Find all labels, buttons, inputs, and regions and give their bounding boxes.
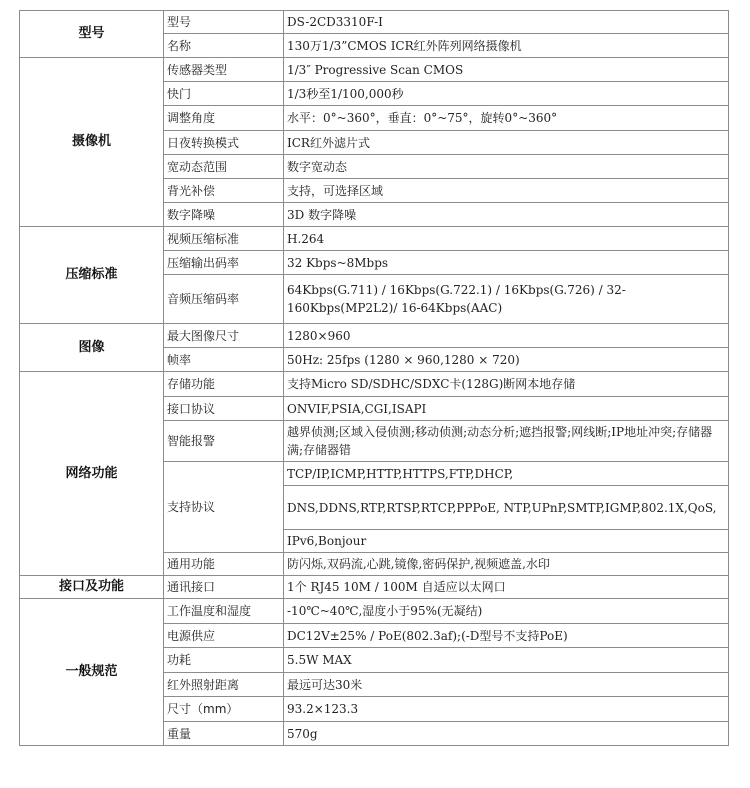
spec-value: 32 Kbps~8Mbps bbox=[284, 251, 729, 275]
spec-key: 数字降噪 bbox=[164, 203, 284, 227]
spec-key: 视频压缩标准 bbox=[164, 227, 284, 251]
spec-value: 570g bbox=[284, 722, 729, 746]
spec-value: -10℃~40℃,湿度小于95%(无凝结) bbox=[284, 599, 729, 624]
spec-key: 最大图像尺寸 bbox=[164, 324, 284, 348]
spec-value: 数字宽动态 bbox=[284, 155, 729, 179]
spec-key: 通用功能 bbox=[164, 553, 284, 576]
spec-table bbox=[19, 10, 729, 746]
spec-value: 93.2×123.3 bbox=[284, 697, 729, 722]
spec-value: ICR红外滤片式 bbox=[284, 131, 729, 155]
spec-value: DS-2CD3310F-I bbox=[284, 11, 729, 34]
spec-key: 重量 bbox=[164, 722, 284, 746]
spec-value: TCP/IP,ICMP,HTTP,HTTPS,FTP,DHCP, bbox=[284, 462, 729, 486]
spec-value: 5.5W MAX bbox=[284, 648, 729, 673]
category-interface: 接口及功能 bbox=[20, 576, 164, 599]
spec-key: 电源供应 bbox=[164, 624, 284, 648]
spec-value: 3D 数字降噪 bbox=[284, 203, 729, 227]
spec-key: 智能报警 bbox=[164, 421, 284, 462]
spec-key: 日夜转换模式 bbox=[164, 131, 284, 155]
spec-key: 接口协议 bbox=[164, 397, 284, 421]
spec-key: 宽动态范围 bbox=[164, 155, 284, 179]
spec-key: 音频压缩码率 bbox=[164, 275, 284, 324]
spec-value: 越界侦测;区域入侵侦测;移动侦测;动态分析;遮挡报警;网线断;IP地址冲突;存储器满;存储器错 bbox=[284, 421, 729, 462]
spec-key: 快门 bbox=[164, 82, 284, 106]
spec-value: 50Hz: 25fps (1280 × 960,1280 × 720) bbox=[284, 348, 729, 372]
spec-key: 存储功能 bbox=[164, 372, 284, 397]
spec-value: 1个 RJ45 10M / 100M 自适应以太网口 bbox=[284, 576, 729, 599]
category-image: 图像 bbox=[20, 324, 164, 372]
spec-value: 最远可达30米 bbox=[284, 673, 729, 697]
spec-value: 64Kbps(G.711) / 16Kbps(G.722.1) / 16Kbps(G.726) / 32-160Kbps(MP2L2)/ 16-64Kbps(AAC) bbox=[284, 275, 729, 324]
spec-key: 红外照射距离 bbox=[164, 673, 284, 697]
spec-key: 通讯接口 bbox=[164, 576, 284, 599]
spec-value: ONVIF,PSIA,CGI,ISAPI bbox=[284, 397, 729, 421]
spec-key: 功耗 bbox=[164, 648, 284, 673]
spec-key: 尺寸（mm） bbox=[164, 697, 284, 722]
category-general: 一般规范 bbox=[20, 599, 164, 746]
category-camera: 摄像机 bbox=[20, 58, 164, 227]
spec-value: 支持，可选择区域 bbox=[284, 179, 729, 203]
category-compression: 压缩标准 bbox=[20, 227, 164, 324]
spec-key: 压缩输出码率 bbox=[164, 251, 284, 275]
spec-value: 支持Micro SD/SDHC/SDXC卡(128G)断网本地存储 bbox=[284, 372, 729, 397]
spec-value: 130万1/3”CMOS ICR红外阵列网络摄像机 bbox=[284, 34, 729, 58]
category-model: 型号 bbox=[20, 11, 164, 58]
spec-value: 1280×960 bbox=[284, 324, 729, 348]
spec-value: H.264 bbox=[284, 227, 729, 251]
spec-value: DNS,DDNS,RTP,RTSP,RTCP,PPPoE, NTP,UPnP,SMTP,IGMP,802.1X,QoS, bbox=[284, 486, 729, 530]
spec-key: 工作温度和湿度 bbox=[164, 599, 284, 624]
spec-key: 名称 bbox=[164, 34, 284, 58]
spec-key: 帧率 bbox=[164, 348, 284, 372]
spec-value: 1/3″ Progressive Scan CMOS bbox=[284, 58, 729, 82]
spec-value: 1/3秒至1/100,000秒 bbox=[284, 82, 729, 106]
spec-value: 防闪烁,双码流,心跳,镜像,密码保护,视频遮盖,水印 bbox=[284, 553, 729, 576]
spec-key: 调整角度 bbox=[164, 106, 284, 131]
spec-key: 传感器类型 bbox=[164, 58, 284, 82]
category-network: 网络功能 bbox=[20, 372, 164, 576]
spec-key: 型号 bbox=[164, 11, 284, 34]
spec-value: IPv6,Bonjour bbox=[284, 530, 729, 553]
spec-value: DC12V±25% / PoE(802.3af);(-D型号不支持PoE) bbox=[284, 624, 729, 648]
spec-value: 水平：0°~360°，垂直：0°~75°，旋转0°~360° bbox=[284, 106, 729, 131]
spec-key: 支持协议 bbox=[164, 462, 284, 553]
spec-key: 背光补偿 bbox=[164, 179, 284, 203]
